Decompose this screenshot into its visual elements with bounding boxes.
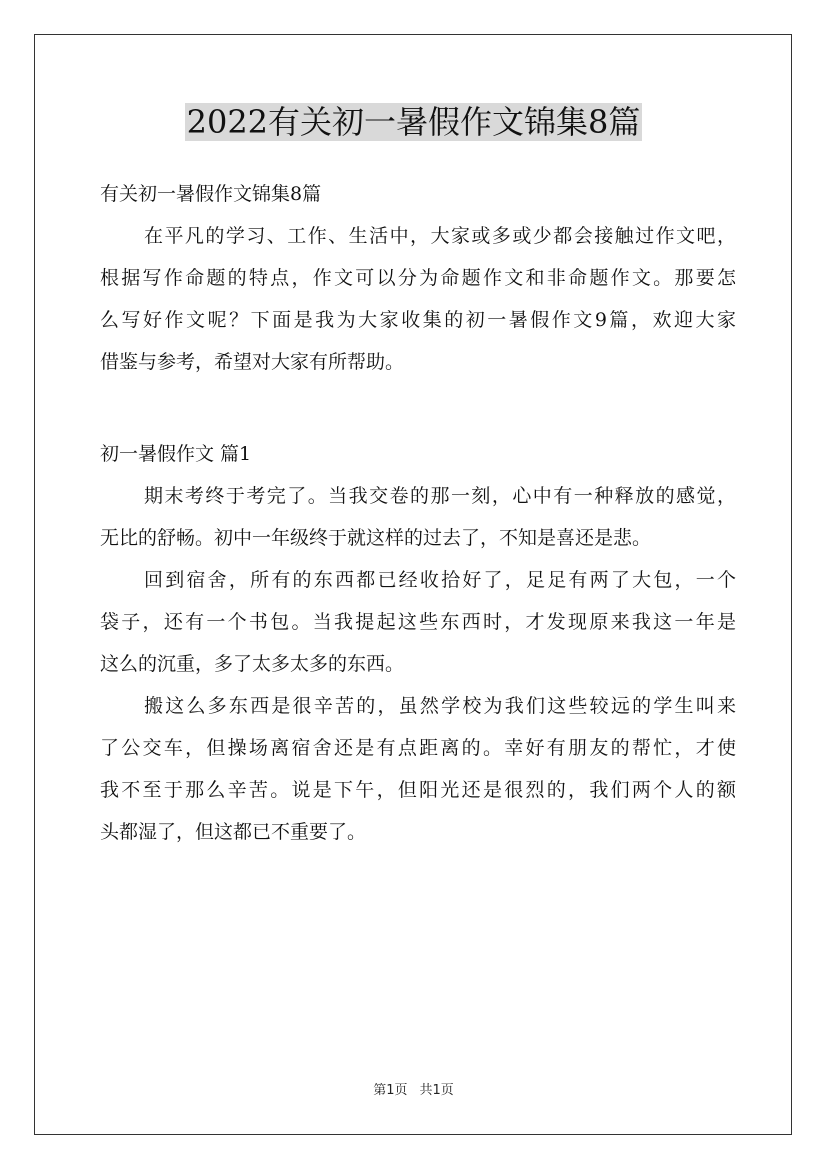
body-paragraph	[100, 685, 736, 853]
page-total: 共1页	[419, 1083, 454, 1098]
intro-line: 么写好作文呢？下面是我为大家收集的初一暑假作文9篇，欢迎大家	[100, 309, 736, 331]
document-title-text: 2022有关初一暑假作文锦集8篇	[186, 103, 641, 141]
paragraph-line: 我不至于那么辛苦。说是下午，但阳光还是很烈的，我们两个人的额	[100, 779, 736, 801]
document-subtitle: 有关初一暑假作文锦集8篇	[100, 183, 322, 205]
page-footer	[0, 1082, 827, 1100]
paragraph-line: 无比的舒畅。初中一年级终于就这样的过去了，不知是喜还是悲。	[100, 527, 652, 549]
intro-line: 在平凡的学习、工作、生活中，大家或多或少都会接触过作文吧，	[144, 225, 736, 247]
document-title	[0, 100, 827, 144]
section-spacer	[100, 383, 736, 433]
paragraph-line: 袋子，还有一个书包。当我提起这些东西时，才发现原来我这一年是	[100, 611, 736, 633]
page-number: 第1页	[373, 1083, 408, 1098]
intro-line: 借鉴与参考，希望对大家有所帮助。	[100, 351, 405, 373]
paragraph-line: 了公交车，但操场离宿舍还是有点距离的。幸好有朋友的帮忙，才使	[100, 737, 736, 759]
intro-paragraph	[100, 215, 736, 383]
paragraph-line: 搬这么多东西是很辛苦的，虽然学校为我们这些较远的学生叫来	[144, 695, 736, 717]
paragraph-line: 这么的沉重，多了太多太多的东西。	[100, 653, 405, 675]
intro-line: 根据写作命题的特点，作文可以分为命题作文和非命题作文。那要怎	[100, 267, 736, 289]
paragraph-line: 回到宿舍，所有的东西都已经收拾好了，足足有两了大包，一个	[144, 569, 736, 591]
body-paragraph	[100, 559, 736, 685]
document-body	[100, 173, 736, 853]
paragraph-line: 头都湿了，但这都已不重要了。	[100, 821, 367, 843]
body-paragraph	[100, 475, 736, 559]
section-heading: 初一暑假作文 篇1	[100, 443, 252, 465]
paragraph-line: 期末考终于考完了。当我交卷的那一刻，心中有一种释放的感觉，	[144, 485, 736, 507]
